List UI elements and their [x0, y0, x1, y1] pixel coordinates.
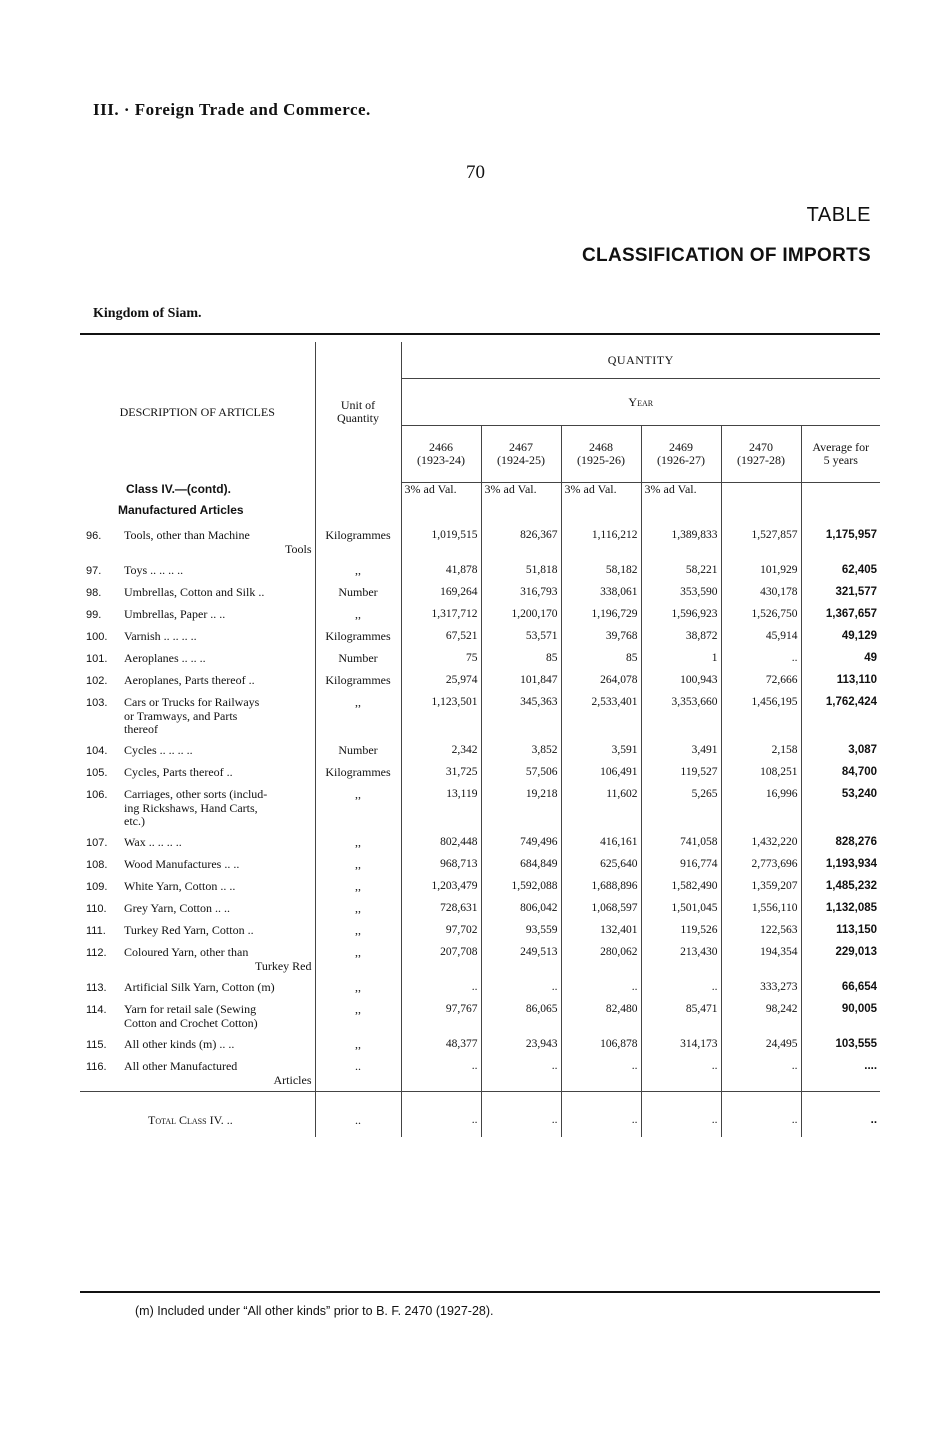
item-number: 104.: [86, 745, 108, 757]
item-value-1: 57,506: [481, 762, 561, 784]
item-value-1: 101,847: [481, 670, 561, 692]
item-value-1: ..: [481, 977, 561, 999]
item-text: All other kinds (m) .. ..: [124, 1037, 235, 1051]
item-average: 49: [864, 652, 878, 664]
item-number: 111.: [86, 925, 106, 937]
item-text: Varnish .. .. .. ..: [124, 629, 197, 643]
item-value-1: 749,496: [481, 832, 561, 854]
item-value-3: 1,596,923: [641, 604, 721, 626]
table-row: [80, 582, 880, 604]
item-number: 100.: [86, 631, 108, 643]
item-text: Coloured Yarn, other than: [124, 945, 249, 959]
item-average: 1,485,232: [825, 880, 878, 892]
item-value-3: 741,058: [641, 832, 721, 854]
item-value-2: 1,196,729: [561, 604, 641, 626]
item-text: Cars or Trucks for Railways: [124, 695, 260, 709]
year-col-3: 2469 (1926-27): [641, 426, 721, 483]
item-description: [80, 784, 315, 832]
item-value-0: 97,702: [401, 920, 481, 942]
item-number: 101.: [86, 653, 108, 665]
table-row: [80, 784, 880, 832]
item-text: Tools, other than Machine: [124, 528, 250, 542]
item-value-2: ..: [561, 1056, 641, 1092]
country-label: Kingdom of Siam.: [93, 306, 202, 321]
item-value-0: 2,342: [401, 740, 481, 762]
item-value-0: 48,377: [401, 1034, 481, 1056]
item-value-2: 106,491: [561, 762, 641, 784]
item-unit: ,,: [315, 1034, 401, 1056]
item-value-4: 1,359,207: [721, 876, 801, 898]
item-average: 229,013: [835, 946, 878, 958]
item-average: 1,193,934: [825, 858, 878, 870]
item-value-3: 353,590: [641, 582, 721, 604]
item-value-4: 1,456,195: [721, 692, 801, 740]
item-value-1: 316,793: [481, 582, 561, 604]
item-value-4: 333,273: [721, 977, 801, 999]
item-text: Aeroplanes .. .. ..: [124, 651, 206, 665]
item-text: Aeroplanes, Parts thereof ..: [124, 673, 255, 687]
item-text: Yarn for retail sale (Sewing: [124, 1002, 257, 1016]
item-value-4: 194,354: [721, 942, 801, 977]
item-value-2: ..: [561, 977, 641, 999]
item-text: Grey Yarn, Cotton .. ..: [124, 901, 231, 915]
item-value-0: 802,448: [401, 832, 481, 854]
item-description: [80, 920, 315, 942]
item-value-3: 1,389,833: [641, 525, 721, 560]
section-heading: III. · Foreign Trade and Commerce.: [93, 100, 371, 119]
item-average: 53,240: [841, 788, 878, 800]
item-number: 115.: [86, 1039, 107, 1051]
item-value-4: 24,495: [721, 1034, 801, 1056]
item-description: [80, 692, 315, 740]
item-value-1: 53,571: [481, 626, 561, 648]
total-row: [80, 1092, 880, 1138]
item-number: 107.: [86, 837, 108, 849]
item-average: 1,132,085: [825, 902, 878, 914]
item-value-4: 101,929: [721, 560, 801, 582]
item-value-4: 2,158: [721, 740, 801, 762]
item-value-4: 122,563: [721, 920, 801, 942]
item-value-0: 968,713: [401, 854, 481, 876]
item-description: [80, 762, 315, 784]
table-label: TABLE: [806, 204, 871, 226]
item-value-0: 1,203,479: [401, 876, 481, 898]
year-col-2: 2468 (1925-26): [561, 426, 641, 483]
item-text: Wood Manufactures .. ..: [124, 857, 240, 871]
quantity-header: QUANTITY: [401, 342, 880, 379]
item-description: [80, 626, 315, 648]
total-value-2: ..: [561, 1092, 641, 1138]
item-value-1: 684,849: [481, 854, 561, 876]
item-value-4: 72,666: [721, 670, 801, 692]
item-value-1: 3,852: [481, 740, 561, 762]
item-unit: Kilogrammes: [315, 762, 401, 784]
item-value-4: ..: [721, 648, 801, 670]
item-text: Umbrellas, Cotton and Silk ..: [124, 585, 265, 599]
item-unit: ,,: [315, 898, 401, 920]
item-value-4: 2,773,696: [721, 854, 801, 876]
total-value-0: ..: [401, 1092, 481, 1138]
class-rate-0: 3% ad Val.: [401, 483, 481, 497]
item-text: Umbrellas, Paper .. ..: [124, 607, 226, 621]
year-header: Year: [401, 379, 880, 426]
item-value-4: 1,526,750: [721, 604, 801, 626]
table-row: [80, 999, 880, 1034]
item-average: 321,577: [835, 586, 878, 598]
item-average: 3,087: [848, 744, 878, 756]
item-average: 62,405: [841, 564, 878, 576]
item-value-0: 1,317,712: [401, 604, 481, 626]
item-value-0: 67,521: [401, 626, 481, 648]
item-average: 84,700: [841, 766, 878, 778]
table-row: [80, 560, 880, 582]
item-value-1: 1,592,088: [481, 876, 561, 898]
item-value-0: 41,878: [401, 560, 481, 582]
item-value-0: ..: [401, 1056, 481, 1092]
item-unit: ..: [315, 1056, 401, 1092]
item-description: [80, 854, 315, 876]
item-average: 113,150: [836, 924, 878, 936]
item-text-continued: or Tramways, and Parts: [124, 709, 238, 723]
item-value-1: 51,818: [481, 560, 561, 582]
table-row: [80, 626, 880, 648]
table-row: [80, 692, 880, 740]
item-number: 116.: [86, 1061, 107, 1073]
table-row: [80, 604, 880, 626]
item-description: [80, 898, 315, 920]
item-number: 109.: [86, 881, 108, 893]
item-value-1: 826,367: [481, 525, 561, 560]
item-average: 66,654: [841, 981, 878, 993]
table-bottom-rule: [80, 1291, 880, 1293]
item-description: [80, 999, 315, 1034]
item-value-2: 1,116,212: [561, 525, 641, 560]
item-text: White Yarn, Cotton .. ..: [124, 879, 236, 893]
item-value-1: 249,513: [481, 942, 561, 977]
item-unit: ,,: [315, 692, 401, 740]
table-row: [80, 1034, 880, 1056]
item-value-1: 345,363: [481, 692, 561, 740]
item-value-1: 1,200,170: [481, 604, 561, 626]
item-value-0: 728,631: [401, 898, 481, 920]
item-description: [80, 740, 315, 762]
item-value-3: 3,353,660: [641, 692, 721, 740]
item-value-0: 75: [401, 648, 481, 670]
item-unit: Kilogrammes: [315, 670, 401, 692]
item-value-2: 2,533,401: [561, 692, 641, 740]
item-description: [80, 832, 315, 854]
item-value-4: 98,242: [721, 999, 801, 1034]
item-unit: Number: [315, 740, 401, 762]
item-value-4: ..: [721, 1056, 801, 1092]
item-text-continued: Turkey Red: [254, 959, 312, 973]
item-value-2: 625,640: [561, 854, 641, 876]
item-value-1: 23,943: [481, 1034, 561, 1056]
item-number: 105.: [86, 767, 108, 779]
item-value-0: 13,119: [401, 784, 481, 832]
item-unit: ,,: [315, 977, 401, 999]
subheading: Manufactured Articles: [80, 496, 315, 525]
item-unit: Kilogrammes: [315, 525, 401, 560]
table-title: CLASSIFICATION OF IMPORTS: [582, 245, 871, 266]
item-value-4: 16,996: [721, 784, 801, 832]
table-row: [80, 648, 880, 670]
table-row: [80, 525, 880, 560]
item-number: 97.: [86, 565, 102, 577]
total-value-4: ..: [721, 1092, 801, 1138]
item-average: 103,555: [835, 1038, 878, 1050]
total-unit: ..: [315, 1092, 401, 1138]
footnote: (m) Included under “All other kinds” prior to B. F. 2470 (1927-28).: [135, 1304, 494, 1318]
item-number: 114.: [86, 1004, 107, 1016]
item-average: 1,367,657: [825, 608, 878, 620]
item-average: 1,175,957: [825, 529, 878, 541]
item-average: ....: [864, 1060, 878, 1072]
item-value-0: 1,019,515: [401, 525, 481, 560]
item-unit: Kilogrammes: [315, 626, 401, 648]
imports-table-frame: [80, 333, 880, 1293]
table-row: [80, 740, 880, 762]
item-value-3: 85,471: [641, 999, 721, 1034]
item-number: 113.: [86, 982, 107, 994]
item-average: 90,005: [841, 1003, 878, 1015]
item-text-continued: Cotton and Crochet Cotton): [124, 1016, 258, 1030]
item-value-3: 58,221: [641, 560, 721, 582]
total-label: Total Class IV. ..: [80, 1092, 315, 1138]
item-value-3: 213,430: [641, 942, 721, 977]
table-row: [80, 762, 880, 784]
table-row: [80, 942, 880, 977]
item-value-4: 108,251: [721, 762, 801, 784]
item-value-3: 3,491: [641, 740, 721, 762]
item-text-continued: Tools: [285, 542, 312, 556]
item-unit: Number: [315, 582, 401, 604]
item-number: 99.: [86, 609, 102, 621]
total-average: ..: [801, 1092, 880, 1138]
item-number: 108.: [86, 859, 108, 871]
item-value-3: 100,943: [641, 670, 721, 692]
table-row: [80, 898, 880, 920]
item-value-2: 106,878: [561, 1034, 641, 1056]
item-unit: ,,: [315, 920, 401, 942]
item-value-2: 338,061: [561, 582, 641, 604]
item-value-1: ..: [481, 1056, 561, 1092]
item-value-1: 86,065: [481, 999, 561, 1034]
item-average: 828,276: [835, 836, 878, 848]
item-value-4: 1,556,110: [721, 898, 801, 920]
item-text: Artificial Silk Yarn, Cotton (m): [124, 980, 275, 994]
item-value-0: 97,767: [401, 999, 481, 1034]
item-text: Cycles .. .. .. ..: [124, 743, 193, 757]
item-value-0: 31,725: [401, 762, 481, 784]
unit-header: Unit of Quantity: [315, 342, 401, 483]
year-col-1: 2467 (1924-25): [481, 426, 561, 483]
item-description: [80, 1034, 315, 1056]
table-row: [80, 977, 880, 999]
item-number: 96.: [86, 530, 102, 542]
year-col-4: 2470 (1927-28): [721, 426, 801, 483]
item-value-4: 1,432,220: [721, 832, 801, 854]
average-header: Average for 5 years: [801, 426, 880, 483]
item-text: Cycles, Parts thereof ..: [124, 765, 233, 779]
item-number: 112.: [86, 947, 107, 959]
item-value-2: 39,768: [561, 626, 641, 648]
item-unit: ,,: [315, 999, 401, 1034]
item-text: Carriages, other sorts (includ-: [124, 787, 268, 801]
item-unit: ,,: [315, 560, 401, 582]
class-rate-3: 3% ad Val.: [641, 483, 721, 497]
item-value-4: 430,178: [721, 582, 801, 604]
item-average: 113,110: [836, 674, 878, 686]
item-unit: Number: [315, 648, 401, 670]
item-text-continued: thereof: [124, 722, 158, 736]
item-value-3: 119,527: [641, 762, 721, 784]
item-number: 106.: [86, 789, 108, 801]
page-number: 70: [466, 162, 485, 183]
item-value-1: 85: [481, 648, 561, 670]
class-rate-1: 3% ad Val.: [481, 483, 561, 497]
item-value-2: 3,591: [561, 740, 641, 762]
item-description: [80, 876, 315, 898]
item-description: [80, 582, 315, 604]
item-text-continued: etc.): [124, 814, 145, 828]
description-header: DESCRIPTION OF ARTICLES: [80, 342, 315, 483]
item-number: 103.: [86, 697, 108, 709]
item-value-3: 5,265: [641, 784, 721, 832]
table-row: [80, 920, 880, 942]
class-rate-2: 3% ad Val.: [561, 483, 641, 497]
item-value-2: 416,161: [561, 832, 641, 854]
item-value-3: ..: [641, 1056, 721, 1092]
year-col-0: 2466 (1923-24): [401, 426, 481, 483]
item-number: 110.: [86, 903, 107, 915]
item-text: Turkey Red Yarn, Cotton ..: [124, 923, 254, 937]
total-value-1: ..: [481, 1092, 561, 1138]
item-unit: ,,: [315, 942, 401, 977]
item-value-3: 916,774: [641, 854, 721, 876]
item-unit: ,,: [315, 784, 401, 832]
item-value-4: 1,527,857: [721, 525, 801, 560]
item-average: 49,129: [841, 630, 878, 642]
item-description: [80, 670, 315, 692]
imports-table: [80, 342, 880, 1137]
table-top-rule: [80, 333, 880, 335]
class-row: [80, 483, 880, 497]
item-value-3: 1,582,490: [641, 876, 721, 898]
item-description: [80, 648, 315, 670]
item-value-2: 1,688,896: [561, 876, 641, 898]
item-value-2: 280,062: [561, 942, 641, 977]
item-description: [80, 1056, 315, 1092]
item-value-0: 25,974: [401, 670, 481, 692]
item-value-1: 93,559: [481, 920, 561, 942]
item-unit: ,,: [315, 876, 401, 898]
item-text-continued: Articles: [273, 1073, 312, 1087]
item-description: [80, 525, 315, 560]
item-text: Toys .. .. .. ..: [124, 563, 184, 577]
item-value-2: 82,480: [561, 999, 641, 1034]
item-value-3: 1,501,045: [641, 898, 721, 920]
item-value-3: 314,173: [641, 1034, 721, 1056]
item-value-2: 132,401: [561, 920, 641, 942]
item-text-continued: ing Rickshaws, Hand Carts,: [124, 801, 258, 815]
item-text: Wax .. .. .. ..: [124, 835, 182, 849]
item-value-2: 264,078: [561, 670, 641, 692]
item-number: 98.: [86, 587, 102, 599]
subheading-row: [80, 496, 880, 525]
table-row: [80, 876, 880, 898]
item-description: [80, 977, 315, 999]
item-description: [80, 604, 315, 626]
item-value-1: 806,042: [481, 898, 561, 920]
item-value-3: 1: [641, 648, 721, 670]
item-unit: ,,: [315, 854, 401, 876]
item-value-2: 1,068,597: [561, 898, 641, 920]
item-description: [80, 560, 315, 582]
item-value-0: 1,123,501: [401, 692, 481, 740]
item-value-4: 45,914: [721, 626, 801, 648]
table-row: [80, 854, 880, 876]
item-value-3: 119,526: [641, 920, 721, 942]
item-text: All other Manufactured: [124, 1059, 238, 1073]
class-label: Class IV.—(contd).: [80, 483, 315, 497]
item-value-1: 19,218: [481, 784, 561, 832]
total-value-3: ..: [641, 1092, 721, 1138]
item-number: 102.: [86, 675, 108, 687]
table-body: [80, 483, 880, 1138]
table-row: [80, 832, 880, 854]
table-row: [80, 1056, 880, 1092]
item-value-2: 11,602: [561, 784, 641, 832]
item-value-0: ..: [401, 977, 481, 999]
item-value-3: ..: [641, 977, 721, 999]
item-value-3: 38,872: [641, 626, 721, 648]
item-average: 1,762,424: [825, 696, 878, 708]
item-unit: ,,: [315, 832, 401, 854]
item-value-2: 85: [561, 648, 641, 670]
item-value-0: 207,708: [401, 942, 481, 977]
table-row: [80, 670, 880, 692]
item-description: [80, 942, 315, 977]
item-value-2: 58,182: [561, 560, 641, 582]
item-unit: ,,: [315, 604, 401, 626]
item-value-0: 169,264: [401, 582, 481, 604]
